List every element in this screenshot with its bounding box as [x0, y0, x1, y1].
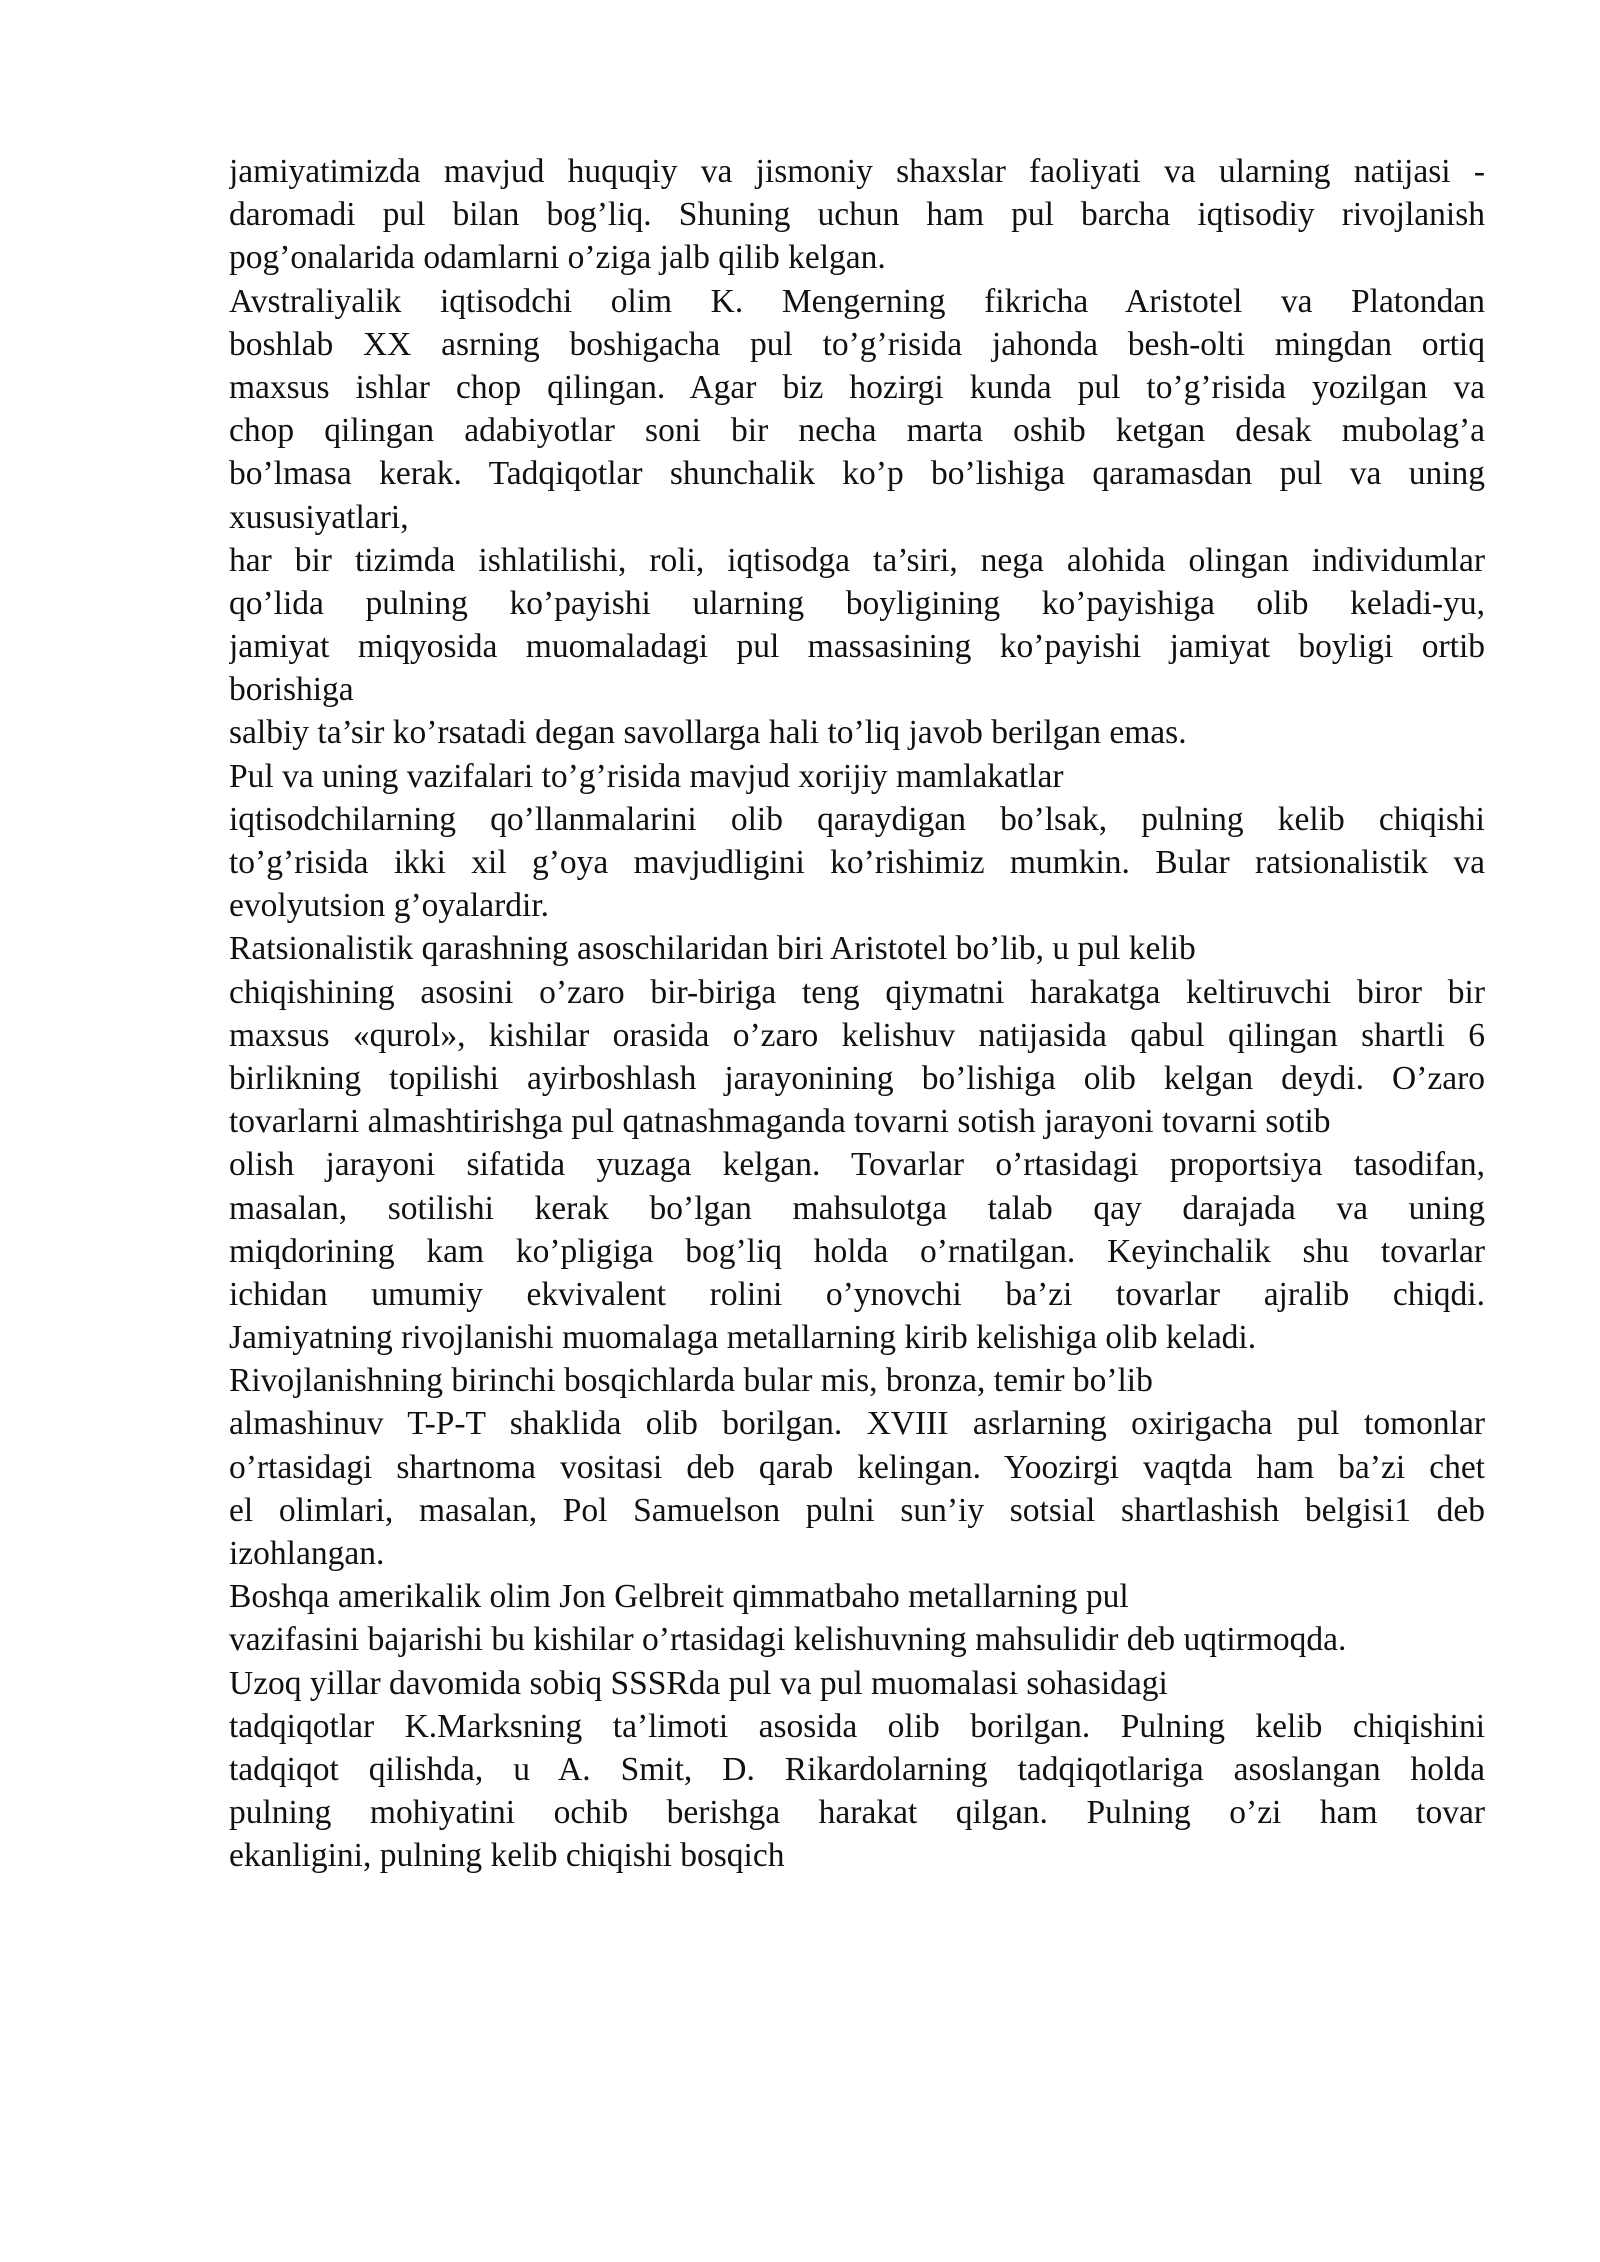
- text-line: ichidan umumiy ekvivalent rolini o’ynovchi ba’zi tovarlar ajralib chiqdi.: [229, 1275, 1485, 1313]
- text-line: iqtisodchilarning qo’llanmalarini olib qaraydigan bo’lsak, pulning kelib chiqishi: [229, 800, 1485, 838]
- text-line: miqdorining kam ko’pligiga bog’liq holda o’rnatilgan. Keyinchalik shu tovarlar: [229, 1232, 1485, 1270]
- text-line: Jamiyatning rivojlanishi muomalaga metallarning kirib kelishiga olib keladi.: [229, 1319, 1257, 1357]
- text-line: maxsus «qurol», kishilar orasida o’zaro kelishuv natijasida qabul qilingan shartli 6: [229, 1016, 1485, 1054]
- text-line: almashinuv T-P-T shaklida olib borilgan. XVIII asrlarning oxirigacha pul tomonlar: [229, 1405, 1485, 1443]
- text-line: Boshqa amerikalik olim Jon Gelbreit qimmatbaho metallarning pul: [229, 1578, 1129, 1616]
- text-line: ekanligini, pulning kelib chiqishi bosqich: [229, 1837, 785, 1875]
- text-line: tadqiqotlar K.Marksning ta’limoti asosida olib borilgan. Pulning kelib chiqishini: [229, 1707, 1485, 1745]
- text-line: jamiyatimizda mavjud huquqiy va jismoniy shaxslar faoliyati va ularning natijasi -: [229, 153, 1485, 190]
- text-line: izohlangan.: [229, 1535, 385, 1572]
- text-line: pulning mohiyatini ochib berishga harakat qilgan. Pulning o’zi ham tovar: [229, 1794, 1485, 1832]
- text-line: olish jarayoni sifatida yuzaga kelgan. Tovarlar o’rtasidagi proportsiya tasodifan,: [229, 1146, 1485, 1184]
- text-line: pog’onalarida odamlarni o’ziga jalb qilib kelgan.: [229, 239, 886, 277]
- text-line: har bir tizimda ishlatilishi, roli, iqtisodga ta’siri, nega alohida olingan individumlar: [229, 541, 1485, 579]
- text-line: maxsus ishlar chop qilingan. Agar biz hozirgi kunda pul to’g’risida yozilgan va: [229, 368, 1485, 406]
- text-line: vazifasini bajarishi bu kishilar o’rtasidagi kelishuvning mahsulidir deb uqtirmoqda.: [229, 1621, 1347, 1659]
- text-line: to’g’risida ikki xil g’oya mavjudligini ko’rishimiz mumkin. Bular ratsionalistik va: [229, 844, 1485, 881]
- body-text: [229, 150, 1485, 1878]
- text-line: borishiga: [229, 671, 354, 709]
- text-line: Rivojlanishning birinchi bosqichlarda bular mis, bronza, temir bo’lib: [229, 1362, 1153, 1400]
- text-line: masalan, sotilishi kerak bo’lgan mahsulotga talab qay darajada va uning: [229, 1189, 1485, 1227]
- text-line: chiqishining asosini o’zaro bir-biriga teng qiymatni harakatga keltiruvchi biror bir: [229, 973, 1485, 1011]
- text-line: boshlab XX asrning boshigacha pul to’g’risida jahonda besh-olti mingdan ortiq: [229, 325, 1485, 363]
- text-line: tadqiqot qilishda, u A. Smit, D. Rikardolarning tadqiqotlariga asoslangan holda: [229, 1750, 1485, 1788]
- text-line: Pul va uning vazifalari to’g’risida mavjud xorijiy mamlakatlar: [229, 757, 1064, 795]
- text-line: Uzoq yillar davomida sobiq SSSRda pul va pul muomalasi sohasidagi: [229, 1664, 1168, 1702]
- text-line: el olimlari, masalan, Pol Samuelson pulni sun’iy sotsial shartlashish belgisi1 deb: [229, 1491, 1485, 1529]
- text-line: Avstraliyalik iqtisodchi olim K. Mengerning fikricha Aristotel va Platondan: [229, 282, 1485, 320]
- text-line: chop qilingan adabiyotlar soni bir necha marta oshib ketgan desak mubolag’a: [229, 412, 1485, 450]
- text-line: bo’lmasa kerak. Tadqiqotlar shunchalik ko’p bo’lishiga qaramasdan pul va uning: [229, 455, 1485, 493]
- text-line: salbiy ta’sir ko’rsatadi degan savollarga hali to’liq javob berilgan emas.: [229, 714, 1187, 752]
- text-line: tovarlarni almashtirishga pul qatnashmaganda tovarni sotish jarayoni tovarni sotib: [229, 1103, 1331, 1141]
- text-line: jamiyat miqyosida muomaladagi pul massasining ko’payishi jamiyat boyligi ortib: [229, 628, 1485, 666]
- text-line: Ratsionalistik qarashning asoschilaridan biri Aristotel bo’lib, u pul kelib: [229, 930, 1196, 968]
- text-line: daromadi pul bilan bog’liq. Shuning uchun ham pul barcha iqtisodiy rivojlanish: [229, 196, 1485, 234]
- text-line: xususiyatlari,: [229, 498, 409, 536]
- text-line: qo’lida pulning ko’payishi ularning boyligining ko’payishiga olib keladi-yu,: [229, 584, 1485, 622]
- text-line: birlikning topilishi ayirboshlash jarayonining bo’lishiga olib kelgan deydi. O’zaro: [229, 1059, 1485, 1097]
- text-line: evolyutsion g’oyalardir.: [229, 887, 550, 925]
- text-line: o’rtasidagi shartnoma vositasi deb qarab kelingan. Yoozirgi vaqtda ham ba’zi chet: [229, 1448, 1485, 1486]
